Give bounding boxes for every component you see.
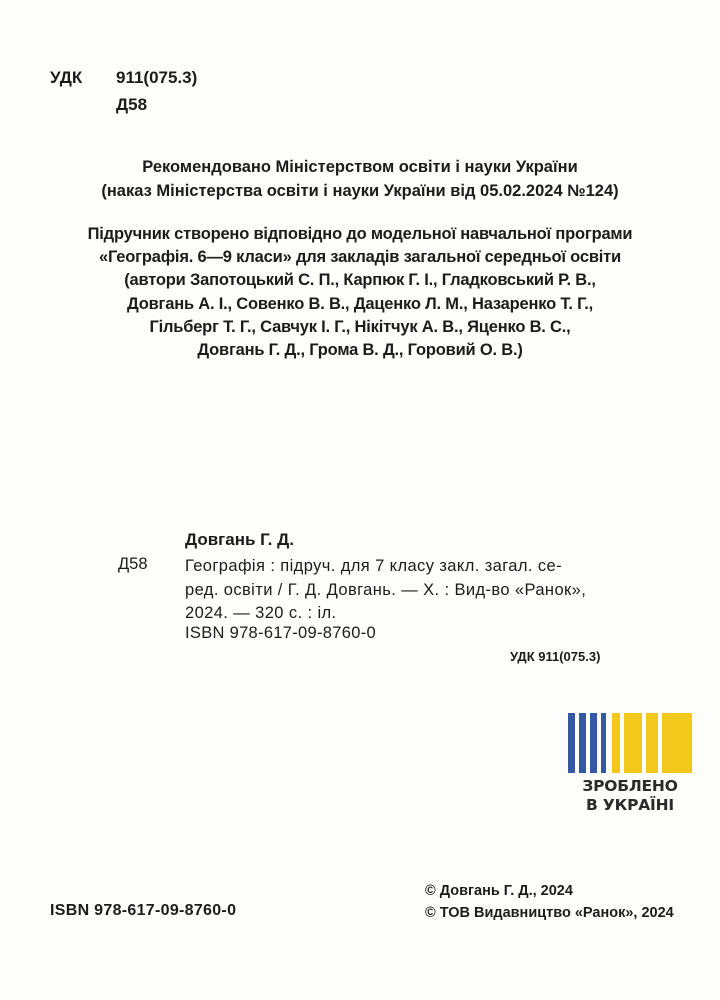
footer-isbn: ISBN 978-617-09-8760-0: [50, 902, 237, 919]
copyright-publisher: © ТОВ Видавництво «Ранок», 2024: [425, 905, 674, 921]
program-note: [40, 223, 680, 362]
logo-bar-yellow: [624, 713, 642, 773]
catalog-description-line: ред. освіти / Г. Д. Довгань. — Х. : Вид-во «Ранок»,: [185, 580, 587, 599]
catalog-isbn: ISBN 978-617-09-8760-0: [185, 624, 376, 642]
logo-bar-blue: [601, 713, 606, 773]
made-in-ukraine-logo: [568, 713, 692, 823]
program-note-line: (автори Запотоцький С. П., Карпюк Г. І., Гладковський Р. В.,: [124, 271, 596, 290]
logo-bar-yellow: [662, 713, 692, 773]
logo-text-line-1: ЗРОБЛЕНО: [582, 777, 678, 795]
logo-bar-blue: [590, 713, 597, 773]
catalog-description-line: 2024. — 320 с. : іл.: [185, 604, 337, 622]
program-note-line: Довгань Г. Д., Грома В. Д., Горовий О. В.): [197, 341, 523, 360]
program-note-line: Підручник створено відповідно до модельної навчальної програми: [87, 225, 633, 243]
udk-header: [50, 68, 197, 88]
recommendation-line-1: Рекомендовано Міністерством освіти і науки України: [142, 158, 578, 176]
catalog-author-mark: Д58: [118, 555, 148, 573]
udk-code: 911(075.3): [116, 68, 198, 87]
program-note-line: Гільберг Т. Г., Савчук І. Г., Нікітчук А. В., Яценко В. С.,: [149, 317, 571, 336]
catalog-description: [185, 555, 586, 626]
recommendation-line-2: (наказ Міністерства освіти і науки України від 05.02.2024 №124): [101, 182, 619, 200]
author-mark-header: Д58: [116, 95, 148, 114]
logo-text: [568, 777, 692, 815]
udk-label: УДК: [50, 68, 83, 87]
catalog-description-line: Географія : підруч. для 7 класу закл. загал. се-: [185, 557, 562, 575]
program-note-line: «Географія. 6—9 класи» для закладів загальної середньої освіти: [99, 248, 621, 267]
logo-bar-blue: [579, 713, 586, 773]
logo-bar-yellow: [646, 713, 658, 773]
logo-bar-yellow: [612, 713, 620, 773]
logo-bars: [568, 713, 692, 773]
program-note-line: Довгань А. І., Совенко В. В., Даценко Л. М., Назаренко Т. Г.,: [126, 294, 594, 313]
logo-bar-blue: [568, 713, 575, 773]
logo-text-line-2: В УКРАЇНІ: [586, 796, 674, 814]
catalog-author: Довгань Г. Д.: [185, 530, 294, 549]
catalog-udk: УДК 911(075.3): [510, 649, 601, 664]
copyright-author: © Довгань Г. Д., 2024: [425, 883, 573, 899]
